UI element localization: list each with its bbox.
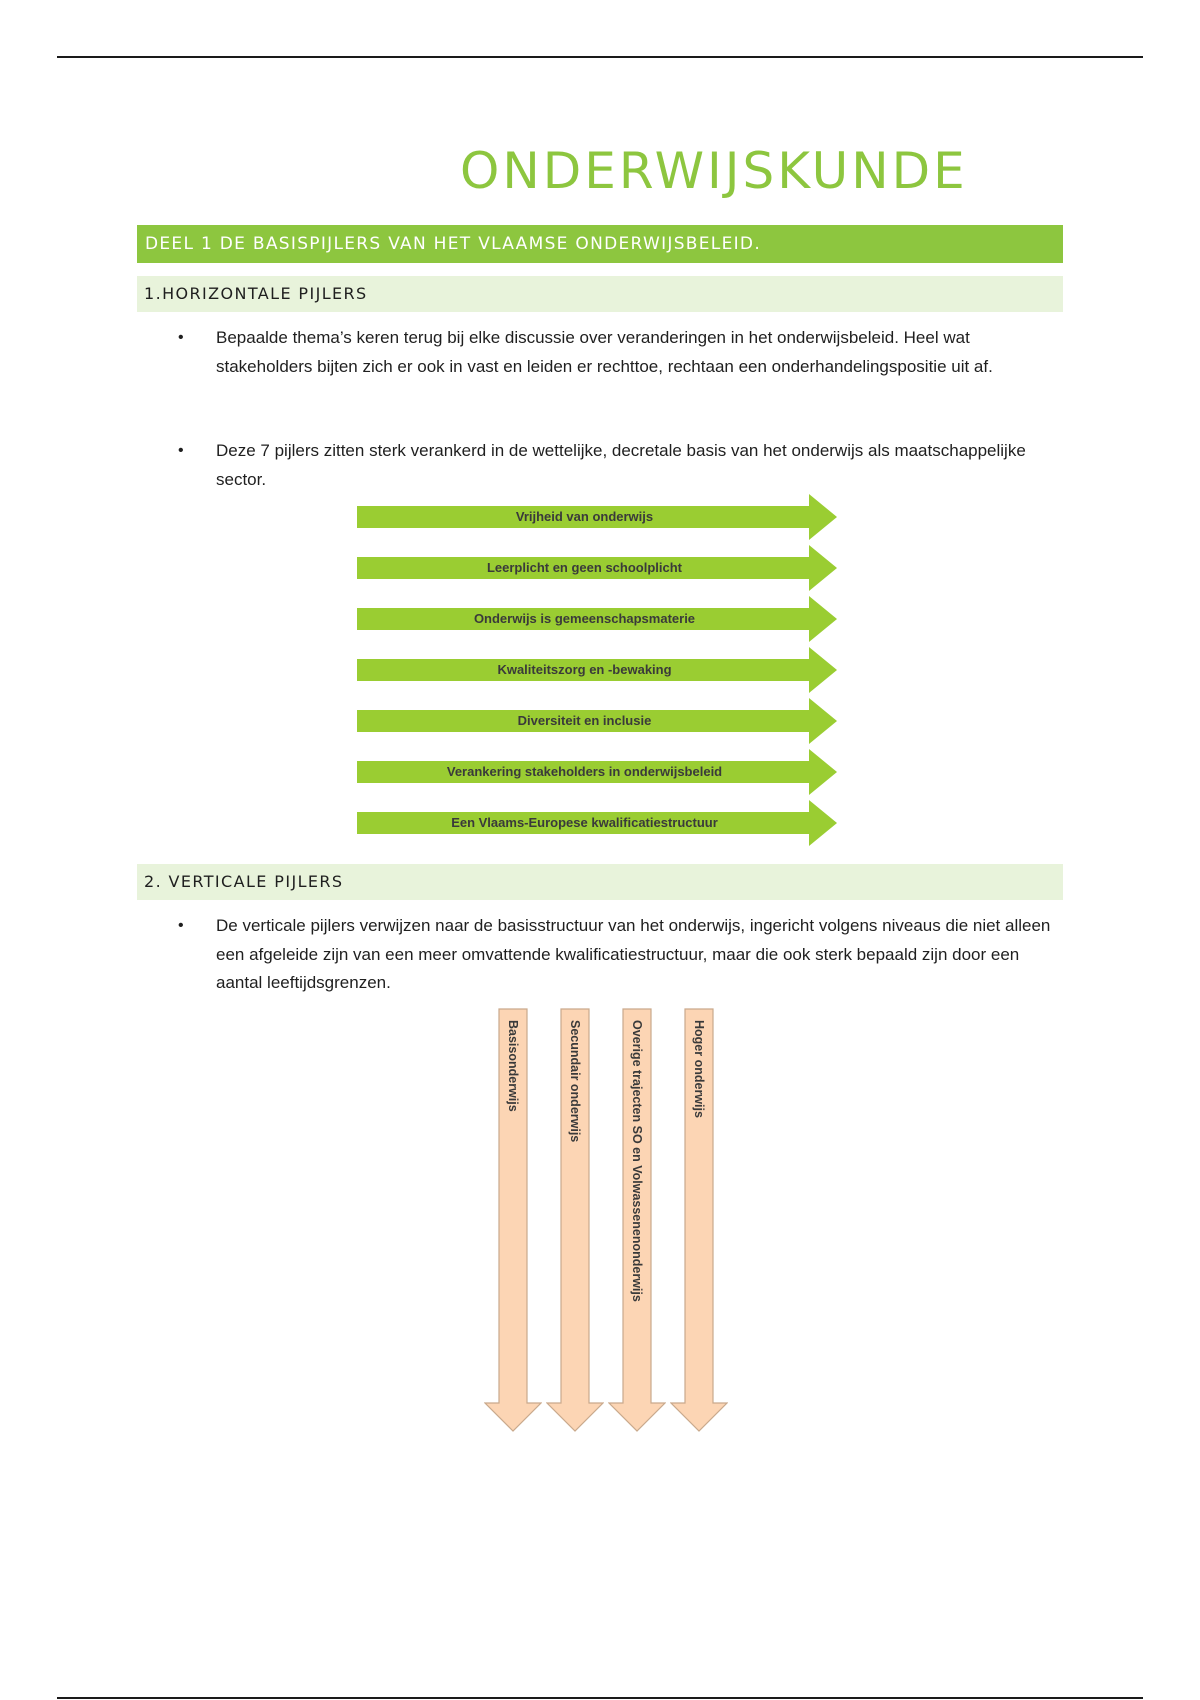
horizontal-pillars-diagram xyxy=(357,494,837,850)
pillar-arrow-vertical xyxy=(484,1008,542,1433)
pillar-label: Diversiteit en inclusie xyxy=(517,713,652,728)
bullet-marker: • xyxy=(178,917,184,934)
pillar-label: Verankering stakeholders in onderwijsbeleid xyxy=(446,764,723,779)
pillar-arrow-vertical xyxy=(546,1008,604,1433)
pillar-label: Onderwijs is gemeenschapsmaterie xyxy=(473,611,696,626)
part-heading: DEEL 1 DE BASISPIJLERS VAN HET VLAAMSE ONDERWIJSBELEID. xyxy=(137,225,1063,263)
bottom-rule xyxy=(57,1697,1143,1699)
pillar-label: Een Vlaams-Europese kwalificatiestructuur xyxy=(451,815,718,830)
pillar-arrow-vertical xyxy=(670,1008,728,1433)
pillar-label: Vrijheid van onderwijs xyxy=(515,509,654,524)
section-heading-vertical: 2. VERTICALE PIJLERS xyxy=(137,864,1063,900)
bullet-text: Deze 7 pijlers zitten sterk verankerd in de wettelijke, decretale basis van het onderwijs als maatschappelijke sector. xyxy=(216,441,1026,489)
section-heading-horizontal: 1.HORIZONTALE PIJLERS xyxy=(137,276,1063,312)
top-rule xyxy=(57,56,1143,58)
pillar-arrow-vertical xyxy=(608,1008,666,1433)
pillar-label: Overige trajecten SO en Volwassenenonderwijs xyxy=(630,1020,644,1302)
pillar-label: Secundair onderwijs xyxy=(568,1020,582,1143)
pillar-label: Kwaliteitszorg en -bewaking xyxy=(497,662,672,677)
pillar-arrow-horizontal xyxy=(357,494,837,540)
pillar-label: Hoger onderwijs xyxy=(692,1020,706,1118)
pillar-arrow-horizontal xyxy=(357,698,837,744)
pillar-arrow-horizontal xyxy=(357,596,837,642)
bullet-text: De verticale pijlers verwijzen naar de basisstructuur van het onderwijs, ingericht volgens niveaus die niet alleen een afgeleide zijn van een meer omvattende kwalificatiestructuur, maar die ook sterk bepaald zijn door een aantal leeftijdsgrenzen. xyxy=(216,916,1051,992)
vertical-pillars-diagram xyxy=(484,1008,728,1433)
pillar-label: Leerplicht en geen schoolplicht xyxy=(486,560,683,575)
pillar-arrow-horizontal xyxy=(357,647,837,693)
bullet-marker: • xyxy=(178,329,184,346)
bullet-text: Bepaalde thema’s keren terug bij elke discussie over veranderingen in het onderwijsbeleid. Heel wat stakeholders bijten zich er ook in vast en leiden er rechttoe, rechtaan een onderhandelingspositie uit af. xyxy=(216,328,993,376)
pillar-arrow-horizontal xyxy=(357,749,837,795)
pillar-arrow-horizontal xyxy=(357,545,837,591)
bullet-marker: • xyxy=(178,442,184,459)
pillar-arrow-horizontal xyxy=(357,800,837,846)
document-title: ONDERWIJSKUNDE xyxy=(460,142,968,200)
pillar-label: Basisonderwijs xyxy=(506,1020,520,1112)
